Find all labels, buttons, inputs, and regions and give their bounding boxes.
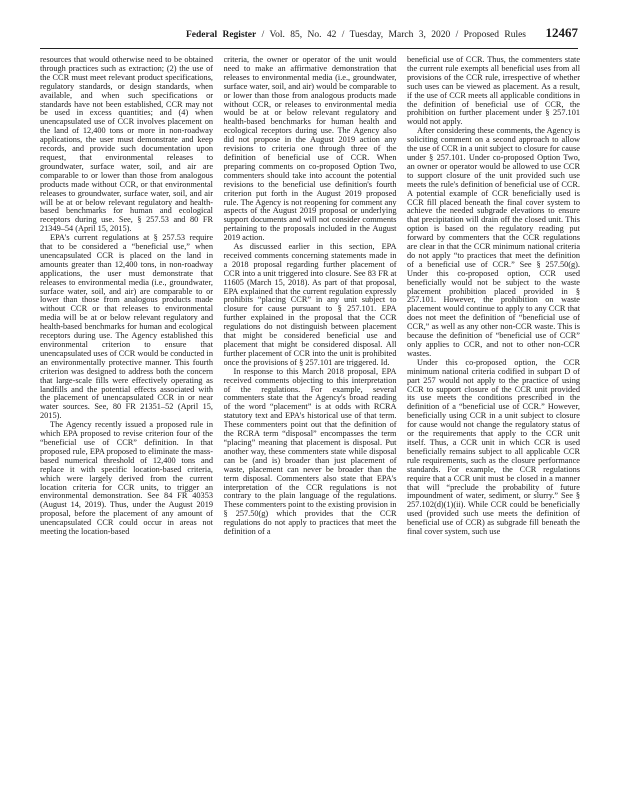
paragraph: EPA's current regulations at § 257.53 require that to be considered a “beneficial use,” when unencapsulated CCR is placed on the land in amounts greater than 12,400 tons, in non-roadway applications, the user must demonstrate that releases to environmental media (i.e., groundwater, surface water, soil, and air) are comparable to or lower than those from analogous products made without CCR or that releases to environmental media will be at or below relevant regulatory and health-based benchmarks for human and ecological receptors during use. The Agency established this environmental criterion to ensure that unencapsulated uses of CCR would be conducted in an environmentally protective manner. This fourth criterion was designed to address both the concern that large-scale fills were effectively operating as landfills and the potential effects associated with the placement of unencapsulated CCR in or near water sources. See, 80 FR 21351–52 (April 15, 2015). [40,233,213,421]
column-3 [407,56,580,786]
paragraph: As discussed earlier in this section, EPA received comments concerning statements made in a 2018 proposal regarding further placement of CCR into a unit triggered into closure. See 83 FR at 11605 (March 15, 2018). As part of that proposal, EPA explained that the current regulation expressly prohibits “placing CCR” in any unit subject to closure for cause pursuant to § 257.101. EPA further explained in the proposal that the CCR regulations do not distinguish between placement that might be considered beneficial use and placement that might be considered disposal. All further placement of CCR into the unit is prohibited once the provisions of § 257.101 are triggered. Id. [223,242,397,367]
journal-title: Federal Register [185,30,257,40]
volume-issue: Vol. 85, No. 42 [269,30,337,40]
running-head-text: Federal Register / Vol. 85, No. 42 / Tuesday, March 3, 2020 / Proposed Rules [185,30,526,40]
issue-date: Tuesday, March 3, 2020 [349,30,451,40]
page-number: 12467 [545,25,578,40]
column-2 [224,56,397,786]
paragraph: In response to this March 2018 proposal, EPA received comments objecting to this interpretation of the regulations. For example, several commenters state that the Agency's broad reading of the word “placement” is at odds with RCRA statutory text and EPA's historical use of that term. These commenters point out that the definition of the RCRA term “disposal” encompasses the term “placing” meaning that placement is disposal. Put another way, these commenters state while disposal can be (and is) broader than just placement of waste, placement can never be broader than the term disposal. Commenters also state that EPA's interpretation of the CCR regulations is not contrary to the plain language of the regulations. These commenters point to the existing provision in § 257.50(g) which provides that the CCR regulations do not apply to practices that meet the definition of a [223,366,397,537]
section-name: Proposed Rules [463,30,526,40]
running-header [40,26,578,44]
paragraph: The Agency recently issued a proposed rule in which EPA proposed to revise criterion four of the “beneficial use of CCR” definition. In that proposed rule, EPA proposed to eliminate the mass-based numerical threshold of 12,400 tons and replace it with specific location-based criteria, which were largely derived from the current location criteria for CCR units, to trigger an environmental demonstration. See 84 FR 40353 (August 14, 2019). Thus, under the August 2019 proposal, before the placement of any amount of unencapsulated CCR could occur in areas not meeting the location-based [40,420,213,537]
column-1 [40,56,213,786]
paragraph: Under this co-proposed option, the CCR minimum national criteria codified in subpart D of part 257 would not apply to the practice of using CCR to support closure of the CCR unit provided its use meets the conditions prescribed in the definition of a “beneficial use of CCR.” However, beneficially using CCR in a unit subject to closure for cause would not change the regulatory status of or the requirements that apply to the CCR unit itself. Thus, a CCR unit in which CCR is used beneficially remains subject to all applicable CCR rule requirements, such as the closure performance standards. For example, the CCR regulations require that a CCR unit must be closed in a manner that will “preclude the probability of future impoundment of water, sediment, or slurry.” See § 257.102(d)(1)(ii). While CCR could be beneficially used (provided such use meets the definition of beneficial use of CCR) as subgrade fill beneath the final cover system, such use [407,357,580,537]
paragraph: resources that would otherwise need to be obtained through practices such as extraction; (2) the use of the CCR must meet relevant product specifications, regulatory standards, or design standards, when available, and when such specifications or standards have not been established, CCR may not be used in excess quantities; and (4) when unencapsulated use of CCR involves placement on the land of 12,400 tons or more in non-roadway applications, the user must demonstrate and keep records, and provide such documentation upon request, that environmental releases to groundwater, surface water, soil, and air are comparable to or lower than those from analogous products made without CCR, or that environmental releases to groundwater, surface water, soil, and air will be at or below relevant regulatory and health-based benchmarks for human and ecological receptors during use. See, § 257.53 and 80 FR 21349–54 (April 15, 2015). [40,56,213,234]
paragraph: criteria, the owner or operator of the unit would need to make an affirmative demonstration that releases to environmental media (i.e., groundwater, surface water, soil, and air) would be comparable to or lower than those from analogous products made without CCR, or releases to environmental media would be at or below relevant regulatory and health-based benchmarks for human health and ecological receptors during use. The Agency also did not propose in the August 2019 action any revisions to criteria one through three of the definition of beneficial use of CCR. When preparing comments on co-proposed Option Two, commenters should take into account the potential revisions to the beneficial use definition's fourth criterion put forth in the August 2019 proposed rule. The Agency is not reopening for comment any aspects of the August 2019 proposal or underlying support documents and will not consider comments pertaining to the proposals included in the August 2019 action. [223,56,397,243]
text-columns [40,56,580,786]
paragraph: beneficial use of CCR. Thus, the commenters state the current rule exempts all beneficial uses from all provisions of the CCR rule, irrespective of whether such uses can be viewed as placement. As a result, if the use of CCR meets all applicable conditions in the definition of beneficial use of CCR, the prohibition on further placement under § 257.101 would not apply. [407,56,580,127]
paragraph: After considering these comments, the Agency is soliciting comment on a second approach to allow the use of CCR in a unit subject to closure for cause under § 257.101. Under co-proposed Option Two, an owner or operator would be allowed to use CCR to support closure of the unit provided such use meets the rule's definition of beneficial use of CCR. A potential example of CCR beneficially used is CCR fill placed beneath the final cover system to achieve the needed subgrade elevations to ensure that precipitation will drain off the closed unit. This option is based on the regulatory reading put forward by commenters that the CCR regulations are clear in that the CCR minimum national criteria do not apply “to practices that meet the definition of a beneficial use of CCR.” See § 257.50(g). Under this co-proposed option, CCR used beneficially would not be subject to the waste placement prohibition placed provided in § 257.101. However, the prohibition on waste placement would continue to apply to any CCR that does not meet the definition of “beneficial use of CCR,” as well as any other non-CCR waste. This is because the definition of “beneficial use of CCR” only applies to CCR, and not to other non-CCR wastes. [407,126,580,358]
header-rule [40,48,578,49]
